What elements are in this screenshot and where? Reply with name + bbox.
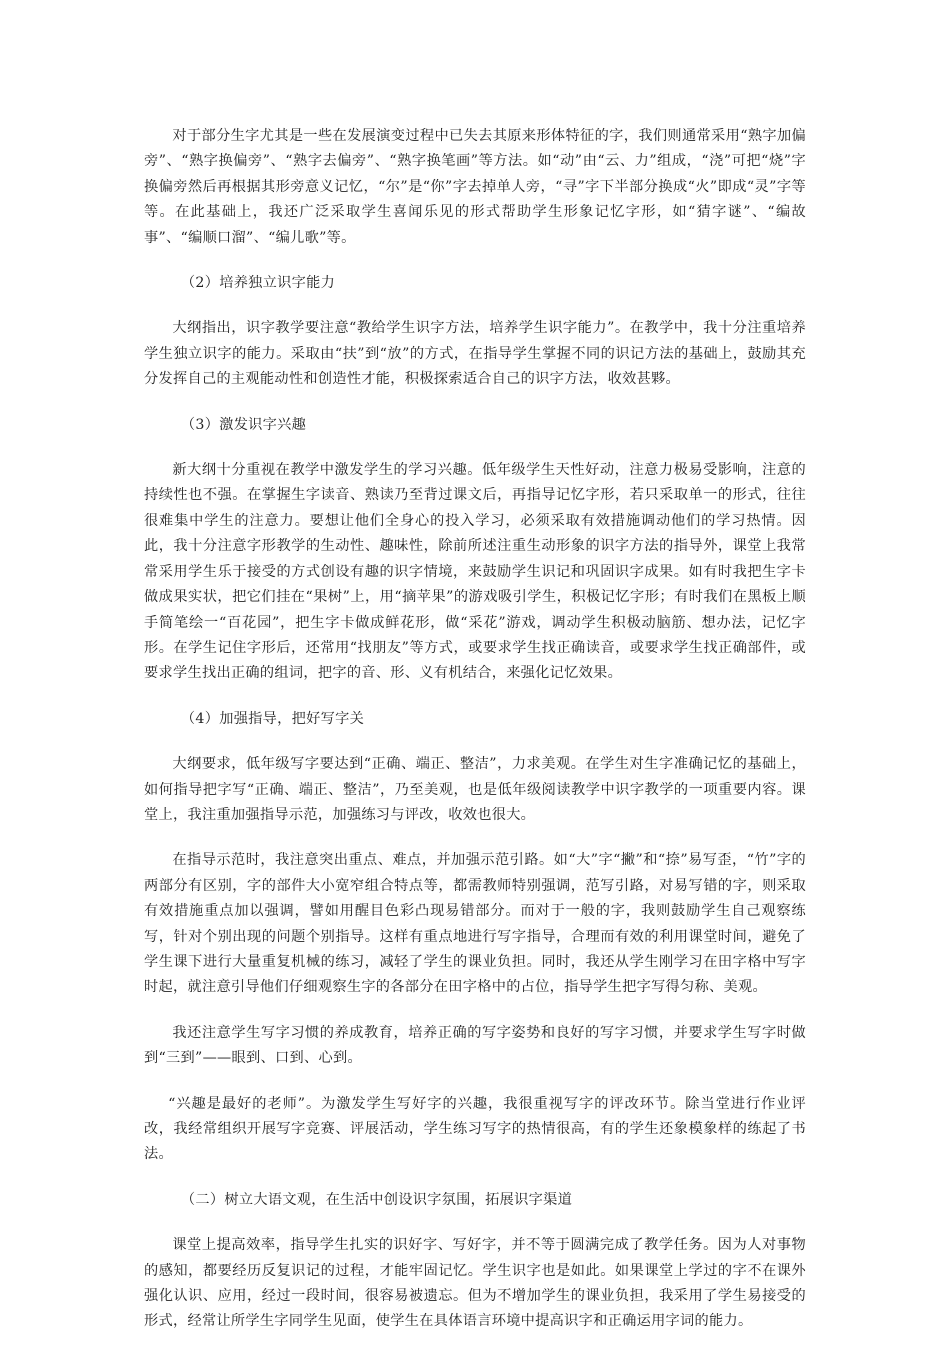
heading-independent-literacy: （2）培养独立识字能力 (180, 275, 336, 292)
document-page (144, 124, 806, 1355)
paragraph-literacy-interest: 新大纲十分重视在教学中激发学生的学习兴趣。低年级学生天性好动，注意力极易受影响，注意的持续性也不强。在掌握生字读音、熟读乃至背过课文后，再指导记忆字形，若只采取单一的形式，往往很难集中学生的注意力。要想让他们全身心的投入学习，必须采取有效措施调动他们的学习热情。因此，我十分注意字形教学的生动性、趣味性，除前所述注重生动形象的识字方法的指导外，课堂上我常常采用学生乐于接受的方式创设有趣的识字情境，来鼓励学生识记和巩固识字成果。如有时我把生字卡做成果实状，把它们挂在“果树”上，用“摘苹果”的游戏吸引学生，积极记忆字形；有时我们在黑板上顺手简笔绘一“百花园”，把生字卡做成鲜花形，做“采花”游戏，调动学生积极动脑筋、想办法，记忆字形。在学生记住字形后，还常用“找朋友”等方式，或要求学生找正确读音，或要求学生找正确部件，或要求学生找出正确的组词，把字的音、形、义有机结合，来强化记忆效果。 (144, 462, 806, 682)
paragraph-writing-habits: 我还注意学生写字习惯的养成教育，培养正确的写字姿势和良好的写字习惯，并要求学生写字时做到“三到”——眼到、口到、心到。 (144, 1024, 806, 1067)
paragraph-independent-literacy: 大纲指出，识字教学要注意“教给学生识字方法，培养学生识字能力”。在教学中，我十分注重培养学生独立识字的能力。采取由“扶”到“放”的方式，在指导学生掌握不同的识记方法的基础上，鼓励其充分发挥自己的主观能动性和创造性才能，积极探索适合自己的识字方法，收效甚夥。 (144, 320, 806, 388)
paragraph-interest-teacher: “兴趣是最好的老师”。为激发学生写好字的兴趣，我很重视写字的评改环节。除当堂进行作业评改，我经常组织开展写字竞赛、评展活动，学生练习写字的热情很高，有的学生还象模象样的练起了书法。 (144, 1095, 806, 1163)
heading-broad-chinese-view: （二）树立大语文观，在生活中创设识字氛围，拓展识字渠道 (180, 1191, 573, 1208)
paragraph-demonstration: 在指导示范时，我注意突出重点、难点，并加强示范引路。如“大”字“撇”和“捺”易写歪，“竹”字的两部分有区别，字的部件大小宽窄组合特点等，都需教师特别强调，范写引路，对易写错的字，则采取有效措施重点加以强调，譬如用醒目色彩凸现易错部分。而对于一般的字，我则鼓励学生自己观察练写，针对个别出现的问题个别指导。这样有重点地进行写字指导，合理而有效的利用课堂时间，避免了学生课下进行大量重复机械的练习，减轻了学生的课业负担。同时，我还从学生刚学习在田字格中写字时起，就注意引导他们仔细观察生字的各部分在田字格中的占位，指导学生把字写得匀称、美观。 (144, 852, 806, 996)
heading-literacy-interest: （3）激发识字兴趣 (180, 416, 307, 433)
heading-writing-guidance: （4）加强指导，把好写字关 (180, 710, 365, 727)
paragraph-classroom-efficiency: 课堂上提高效率，指导学生扎实的识好字、写好字，并不等于圆满完成了教学任务。因为人对事物的感知，都要经历反复识记的过程，才能牢固记忆。学生识字也是如此。如果课堂上学过的字不在课外强化认识、应用，经过一段时间，很容易被遗忘。但为不增加学生的课业负担，我采用了学生易接受的形式，经常让所学生字同学生见面，使学生在具体语言环境中提高识字和正确运用字词的能力。 (144, 1237, 806, 1330)
paragraph-radical-methods: 对于部分生字尤其是一些在发展演变过程中已失去其原来形体特征的字，我们则通常采用“熟字加偏旁”、“熟字换偏旁”、“熟字去偏旁”、“熟字换笔画”等方法。如“动”由“云、力”组成，“浇”可把“烧”字换偏旁然后再根据其形旁意义记忆，“尔”是“你”字去掉单人旁，“寻”字下半部分换成“火”即成“灵”字等等。在此基础上，我还广泛采取学生喜闻乐见的形式帮助学生形象记忆字形，如“猜字谜”、“编故事”、“编顺口溜”、“编儿歌”等。 (144, 128, 806, 246)
paragraph-writing-requirements: 大纲要求，低年级写字要达到“正确、端正、整洁”，力求美观。在学生对生字准确记忆的基础上，如何指导把字写“正确、端正、整洁”，乃至美观，也是低年级阅读教学中识字教学的一项重要内容。课堂上，我注重加强指导示范，加强练习与评改，收效也很大。 (144, 756, 806, 823)
